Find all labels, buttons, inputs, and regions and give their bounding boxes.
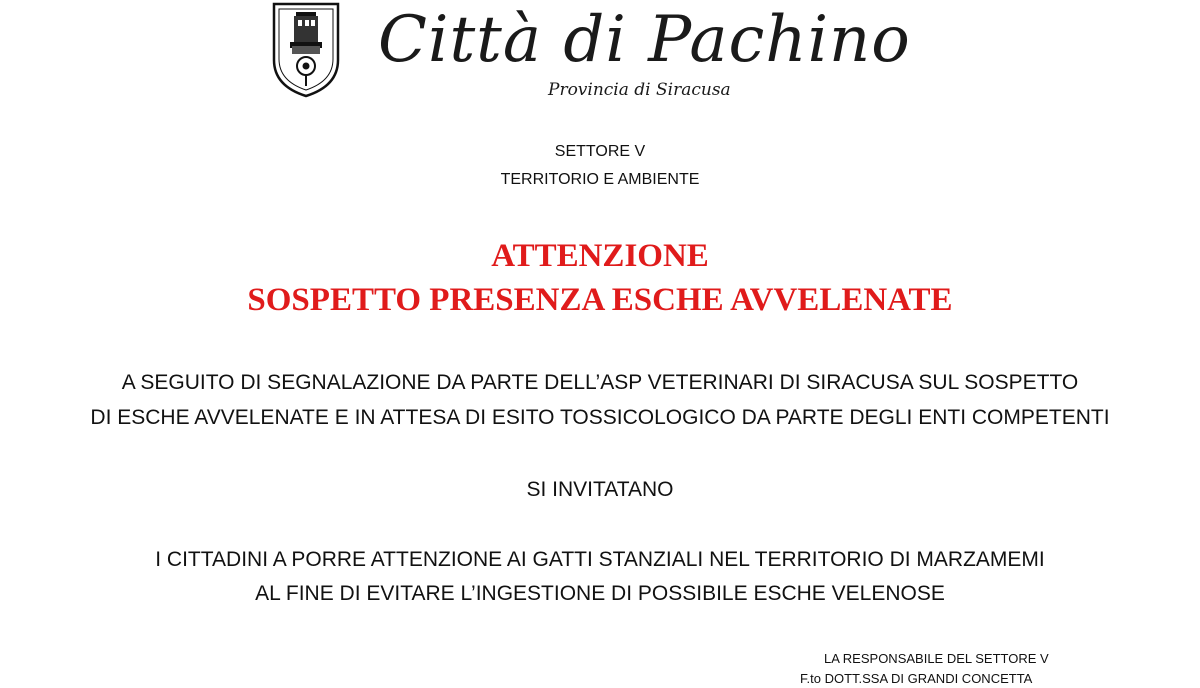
- alert-title: ATTENZIONE: [491, 238, 709, 274]
- signature-name: F.to DOTT.SSA DI GRANDI CONCETTA: [800, 671, 1033, 686]
- department-name: TERRITORIO E AMBIENTE: [500, 171, 700, 188]
- signature-title: LA RESPONSABILE DEL SETTORE V: [824, 651, 1049, 666]
- invitation-heading: SI INVITATANO: [526, 478, 674, 501]
- city-name: Città di Pachino: [378, 3, 911, 77]
- notice-line-4: I CITTADINI A PORRE ATTENZIONE AI GATTI STANZIALI NEL TERRITORIO DI MARZAMEMI: [155, 548, 1045, 571]
- notice-line-1: A SEGUITO DI SEGNALAZIONE DA PARTE DELL’ASP VETERINARI DI SIRACUSA SUL SOSPETTO: [121, 371, 1079, 394]
- sector-label: SETTORE V: [554, 143, 646, 160]
- province-name: Provincia di Siracusa: [548, 80, 731, 100]
- notice-line-5: AL FINE DI EVITARE L’INGESTIONE DI POSSIBILE ESCHE VELENOSE: [255, 582, 945, 605]
- notice-line-2: DI ESCHE AVVELENATE E IN ATTESA DI ESITO TOSSICOLOGICO DA PARTE DEGLI ENTI COMPETENTI: [90, 406, 1110, 429]
- municipal-crest-icon: [270, 2, 342, 98]
- alert-subtitle: SOSPETTO PRESENZA ESCHE AVVELENATE: [247, 282, 953, 318]
